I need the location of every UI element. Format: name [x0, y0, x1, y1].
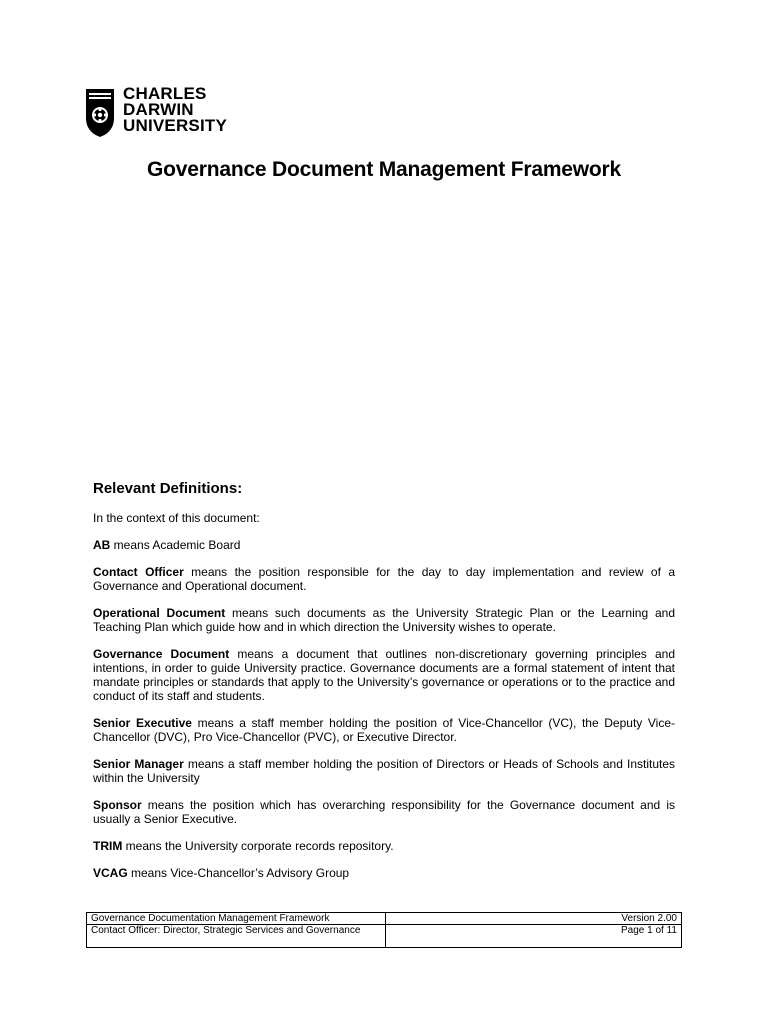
definition-item: [93, 716, 675, 744]
footer-page-number: Page 1 of 11: [386, 925, 682, 948]
definition-text: means a staff member holding the position of Vice-Chancellor (VC), the Deputy Vice-Chancellor (DVC), Pro Vice-Chancellor (PVC), or Executive Director.: [93, 716, 675, 744]
definition-term: Operational Document: [93, 606, 226, 620]
definition-text: means Vice-Chancellor’s Advisory Group: [127, 866, 350, 880]
document-footer: [86, 912, 682, 948]
definition-text: means such documents as the University Strategic Plan or the Learning and Teaching Plan which guide how and in which direction the University wishes to operate.: [93, 606, 675, 634]
university-shield-icon: [85, 88, 115, 138]
definition-text: means the position which has overarching responsibility for the Governance document and is usually a Senior Executive.: [93, 798, 675, 826]
logo-line-2: DARWIN: [123, 100, 194, 119]
logo-line-1: CHARLES: [123, 84, 207, 103]
university-logo: [85, 86, 255, 142]
definition-item: [93, 839, 675, 853]
definition-term: Senior Manager: [93, 757, 184, 771]
definition-term: VCAG: [93, 866, 128, 880]
definition-term: Sponsor: [93, 798, 142, 812]
definition-text: means Academic Board: [110, 538, 241, 552]
definition-item: [93, 606, 675, 634]
definition-text: means a staff member holding the position of Directors or Heads of Schools and Institutes within the University: [93, 757, 676, 785]
definition-text: means the University corporate records repository.: [122, 839, 394, 853]
section-heading: Relevant Definitions:: [93, 480, 243, 497]
definition-term: Senior Executive: [93, 716, 192, 730]
definition-item: [93, 538, 675, 552]
footer-document-name: Governance Documentation Management Framework: [87, 913, 386, 925]
intro-paragraph: In the context of this document:: [93, 511, 260, 525]
definition-text: means the position responsible for the day to day implementation and review of a Governance and Operational document.: [93, 565, 675, 593]
footer-contact-officer: Contact Officer: Director, Strategic Services and Governance: [87, 925, 386, 948]
footer-version: Version 2.00: [386, 913, 682, 925]
definition-text: means a document that outlines non-discretionary governing principles and intentions, in order to guide University practice. Governance documents are a formal statement of intent that mandate principles or standards that apply to the University’s governance or operations or to the practice and conduct of its staff and students.: [93, 647, 676, 703]
definition-item: [93, 647, 675, 703]
definition-term: Governance Document: [93, 647, 230, 661]
definition-item: [93, 565, 675, 593]
definition-term: AB: [93, 538, 111, 552]
document-title: Governance Document Management Framework: [147, 158, 621, 181]
definition-item: [93, 798, 675, 826]
definition-item: [93, 866, 675, 880]
definition-term: Contact Officer: [93, 565, 184, 579]
definitions-section: [93, 480, 675, 893]
logo-wordmark: [123, 86, 227, 134]
logo-line-3: UNIVERSITY: [123, 116, 228, 135]
definition-item: [93, 757, 675, 785]
definition-term: TRIM: [93, 839, 123, 853]
